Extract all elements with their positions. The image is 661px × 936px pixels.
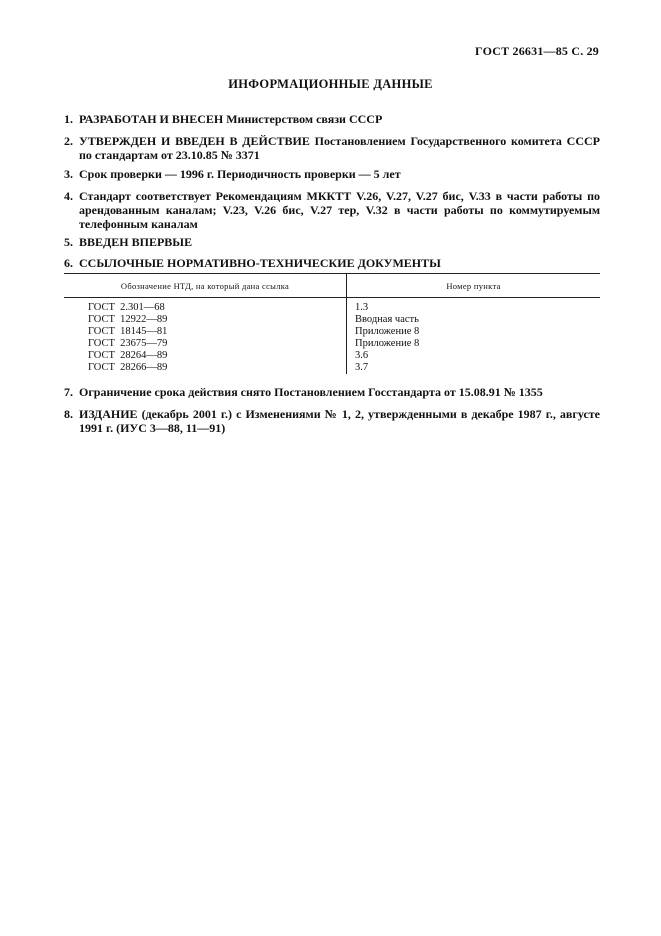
page-reference: ГОСТ 26631—85 С. 29 <box>475 44 599 58</box>
clause-cell: Приложение 8 <box>355 326 420 337</box>
item-number: 2. <box>64 134 73 148</box>
item-lead: УТВЕРЖДЕН И ВВЕДЕН В ДЕЙСТВИЕ <box>79 134 310 148</box>
item-lead: ВВЕДЕН ВПЕРВЫЕ <box>79 235 193 249</box>
document-cell: ГОСТ 18145—81 <box>64 326 347 338</box>
reference-documents-table <box>64 273 600 374</box>
clause-cell: Приложение 8 <box>355 338 420 349</box>
document-title: ИНФОРМАЦИОННЫЕ ДАННЫЕ <box>228 77 433 91</box>
item-number: 7. <box>64 385 73 399</box>
item-text: (декабрь 2001 г.) с Изменениями № 1, 2, утвержденными в декабре 1987 г., августе 1991 г. (ИУС 3—88, 11—91) <box>79 407 600 435</box>
item-lead: ИЗДАНИЕ <box>79 407 138 421</box>
table-row <box>64 298 600 315</box>
item-number: 8. <box>64 407 73 421</box>
document-cell: ГОСТ 23675—79 <box>64 338 347 350</box>
info-item-4 <box>64 189 600 231</box>
table-header-row <box>64 274 600 298</box>
clause-cell: 1.3 <box>355 302 369 313</box>
info-item-2 <box>64 134 600 162</box>
item-lead: РАЗРАБОТАН И ВНЕСЕН <box>79 112 224 126</box>
item-text: Срок проверки — 1996 г. Периодичность проверки — 5 лет <box>79 167 401 181</box>
info-item-8 <box>64 407 600 435</box>
document-cell: ГОСТ 28266—89 <box>64 362 347 374</box>
info-item-3 <box>64 167 600 181</box>
table-row <box>64 350 600 362</box>
table-row <box>64 362 600 374</box>
item-text: Ограничение срока действия снято Постановлением Госстандарта от 15.08.91 № 1355 <box>79 385 543 399</box>
item-number: 6. <box>64 256 73 270</box>
document-cell: ГОСТ 12922—89 <box>64 314 347 326</box>
info-item-5 <box>64 235 600 249</box>
item-number: 1. <box>64 112 73 126</box>
column-header-document: Обозначение НТД, на который дана ссылка <box>64 274 347 298</box>
item-text: Постановлением Государственного комитета СССР по стандартам от 23.10.85 № 3371 <box>79 134 600 162</box>
table-row <box>64 326 600 338</box>
item-number: 5. <box>64 235 73 249</box>
table-row <box>64 314 600 326</box>
clause-cell: 3.7 <box>355 362 369 373</box>
document-cell: ГОСТ 28264—89 <box>64 350 347 362</box>
info-item-1 <box>64 112 600 126</box>
clause-cell: 3.6 <box>355 350 369 361</box>
info-item-6 <box>64 256 600 270</box>
item-lead: ССЫЛОЧНЫЕ НОРМАТИВНО-ТЕХНИЧЕСКИЕ ДОКУМЕНТЫ <box>79 256 441 270</box>
table-row <box>64 338 600 350</box>
document-cell: ГОСТ 2.301—68 <box>64 298 347 315</box>
info-item-7 <box>64 385 600 399</box>
item-number: 3. <box>64 167 73 181</box>
item-text: Стандарт соответствует Рекомендациям МККТТ V.26, V.27, V.27 бис, V.33 в части работы по арендованным каналам; V.23, V.26 бис, V.27 тер, V.32 в части работы по коммутируемым телефонным каналам <box>79 189 600 231</box>
item-text: Министерством связи СССР <box>223 112 383 126</box>
clause-cell: Вводная часть <box>355 314 419 325</box>
item-number: 4. <box>64 189 73 203</box>
column-header-clause: Номер пункта <box>347 274 601 298</box>
